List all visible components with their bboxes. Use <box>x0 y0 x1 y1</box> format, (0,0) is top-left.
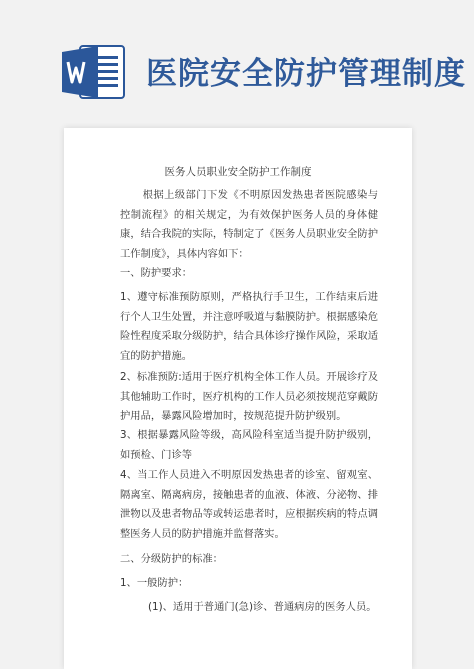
intro-paragraph: 根据上级部门下发《不明原因发热患者医院感染与控制流程》的相关规定，为有效保护医务人员的身体健康，结合我院的实际，特制定了《医务人员职业安全防护工作制度》，具体内容如下： <box>120 189 378 260</box>
general-protection-item-1: (1)、适用于普通门(急)诊、普通病房的医务人员。 <box>148 601 377 613</box>
requirement-item-3: 3、根据暴露风险等级，高风险科室适当提升防护级别，如预检、门诊等 <box>120 429 378 461</box>
word-document-icon <box>60 44 126 100</box>
page-title: 医院安全防护管理制度 <box>146 56 466 92</box>
general-protection-heading: 1、一般防护： <box>120 577 189 589</box>
section-heading-grading-standard: 二、分级防护的标准： <box>120 553 223 565</box>
document-page <box>64 128 412 669</box>
header-banner <box>0 0 474 120</box>
section-heading-protection-requirements: 一、防护要求： <box>120 267 193 279</box>
requirement-item-2: 2、标准预防:适用于医疗机构全体工作人员。开展诊疗及其他辅助工作时，医疗机构的工作人员必须按规范穿戴防护用品，暴露风险增加时，按规范提升防护级别。 <box>120 371 378 422</box>
requirement-item-4: 4、当工作人员进入不明原因发热患者的诊室、留观室、隔离室、隔离病房，接触患者的血液、体液、分泌物、排泄物以及患者物品等或转运患者时，应根据疾病的特点调整医务人员的防护措施并监督落实。 <box>120 469 378 540</box>
requirement-item-1: 1、遵守标准预防原则，严格执行手卫生，工作结束后进行个人卫生处置，并注意呼吸道与黏膜防护。根据感染危险性程度采取分级防护，结合具体诊疗操作风险，采取适宜的防护措施。 <box>120 291 378 362</box>
document-title: 医务人员职业安全防护工作制度 <box>164 166 312 178</box>
